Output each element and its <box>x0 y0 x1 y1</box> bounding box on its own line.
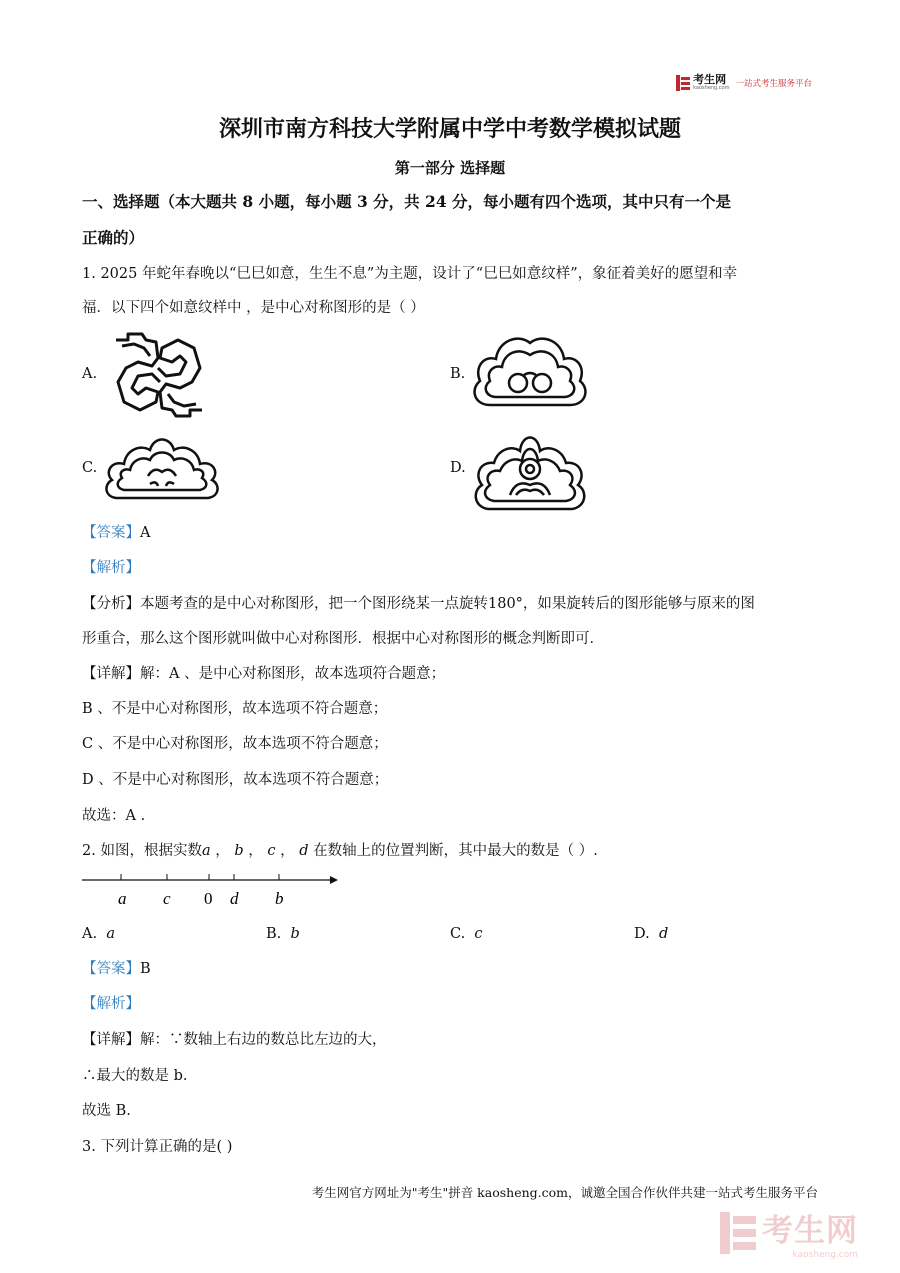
axis-label-b: b <box>275 889 284 908</box>
q2-answer-tag: 【答案】 <box>82 961 140 977</box>
q2-var-d: d <box>299 843 309 859</box>
q1-conclusion: 故选：A . <box>82 808 146 824</box>
ruyi-pattern-b-icon <box>470 331 590 409</box>
q1-text-line2: 福．以下四个如意纹样中 ，是中心对称图形的是（ ） <box>82 300 425 316</box>
q2-option-c-value: c <box>474 926 483 942</box>
q2-option-b-label: B. <box>266 926 282 942</box>
q2-text-pre: 2. 如图，根据实数 <box>82 843 202 859</box>
logo-slogan: 一站式考生服务平台 <box>735 78 812 89</box>
q1-option-b-label: B. <box>450 366 466 382</box>
site-logo <box>676 74 812 91</box>
axis-label-d: d <box>230 889 239 908</box>
logo-site: kaosheng.com <box>693 85 730 91</box>
q2-option-d <box>634 924 668 944</box>
q1-detail-line4: D 、不是中心对称图形，故本选项不符合题意； <box>82 772 389 788</box>
q2-option-d-value: d <box>658 926 669 942</box>
q2-option-a <box>82 924 115 944</box>
watermark-site: kaosheng.com <box>792 1250 858 1260</box>
axis-label-c: c <box>163 889 171 908</box>
q2-var-a: a <box>201 843 211 859</box>
ruyi-pattern-a-icon <box>108 332 210 418</box>
section-heading-line2: 正确的） <box>82 228 145 247</box>
q2-answer <box>82 959 151 979</box>
axis-label-zero: 0 <box>204 889 213 908</box>
q1-option-d-label: D. <box>450 460 466 476</box>
q2-detail-line2: ∴最大的数是 b. <box>82 1068 188 1084</box>
q1-detail-line3: C 、不是中心对称图形，故本选项不符合题意； <box>82 736 388 752</box>
q2-var-c: c <box>267 843 276 859</box>
q1-option-c-label: C. <box>82 460 98 476</box>
q2-detail-tag: 【详解】 <box>82 1032 140 1048</box>
q1-answer <box>82 523 150 543</box>
q1-fenxi-text: 本题考查的是中心对称图形，把一个图形绕某一点旋转180°，如果旋转后的图形能够与原来的图 <box>140 596 755 612</box>
q1-detail-line2: B 、不是中心对称图形，故本选项不符合题意； <box>82 701 388 717</box>
axis-label-a: a <box>118 889 127 908</box>
q2-detail-line1 <box>82 1030 387 1050</box>
q1-text-line1: 1. 2025 年蛇年春晚以“巳巳如意，生生不息”为主题，设计了“巳巳如意纹样”，象征着美好的愿望和幸 <box>82 266 738 282</box>
logo-icon <box>676 75 690 91</box>
q2-option-a-label: A. <box>82 926 98 942</box>
arrow-right-icon <box>330 876 338 884</box>
ruyi-pattern-d-icon <box>470 425 590 513</box>
page-footer: 考生网官方网址为"考生"拼音 kaosheng.com，诚邀全国合作伙伴共建一站式考生服务平台 <box>311 1185 818 1200</box>
watermark-brand: 考生网 <box>762 1213 858 1249</box>
q2-var-b: b <box>234 843 244 859</box>
q2-option-c <box>450 924 483 944</box>
q1-detail-tag: 【详解】 <box>82 666 140 682</box>
q1-analysis-tag: 【解析】 <box>82 560 140 576</box>
number-line <box>80 868 342 910</box>
section-subtitle: 第一部分 选择题 <box>394 159 506 177</box>
q2-analysis-tag: 【解析】 <box>82 996 140 1012</box>
q1-detail-line1 <box>82 664 445 684</box>
q2-text-post: 在数轴上的位置判断，其中最大的数是（ ）. <box>313 843 598 859</box>
q1-detail-text: 解：A 、是中心对称图形，故本选项符合题意； <box>140 666 446 682</box>
q2-conclusion: 故选 B. <box>82 1103 131 1119</box>
watermark <box>720 1205 858 1260</box>
q3-text: 3. 下列计算正确的是( ) <box>82 1139 233 1155</box>
q1-fenxi-line2: 形重合，那么这个图形就叫做中心对称图形．根据中心对称图形的概念判断即可． <box>82 631 604 647</box>
section-heading-line1: 一、选择题（本大题共 8 小题，每小题 3 分，共 24 分，每小题有四个选项，其中只有一个是 <box>82 192 732 211</box>
q2-answer-value: B <box>140 961 151 977</box>
q2-option-b <box>266 924 300 944</box>
ruyi-pattern-c-icon <box>102 432 222 504</box>
q2-option-d-label: D. <box>634 926 650 942</box>
q2-option-a-value: a <box>106 926 115 942</box>
q2-detail-text: 解：∵数轴上右边的数总比左边的大， <box>140 1032 387 1048</box>
q1-answer-value: A <box>140 525 151 541</box>
q1-fenxi-tag: 【分析】 <box>82 596 140 612</box>
watermark-logo-icon <box>720 1212 756 1254</box>
logo-brand: 考生网 <box>693 73 727 86</box>
q1-fenxi-line1 <box>82 594 755 614</box>
q2-text: 2. 如图，根据实数a ， b ， c ， d 在数轴上的位置判断，其中最大的数是（ ）. <box>82 843 598 859</box>
page-title: 深圳市南方科技大学附属中学中考数学模拟试题 <box>218 116 681 142</box>
q1-answer-tag: 【答案】 <box>82 525 140 541</box>
q2-option-c-label: C. <box>450 926 466 942</box>
q2-option-b-value: b <box>290 926 300 942</box>
q1-option-a-label: A. <box>82 366 98 382</box>
